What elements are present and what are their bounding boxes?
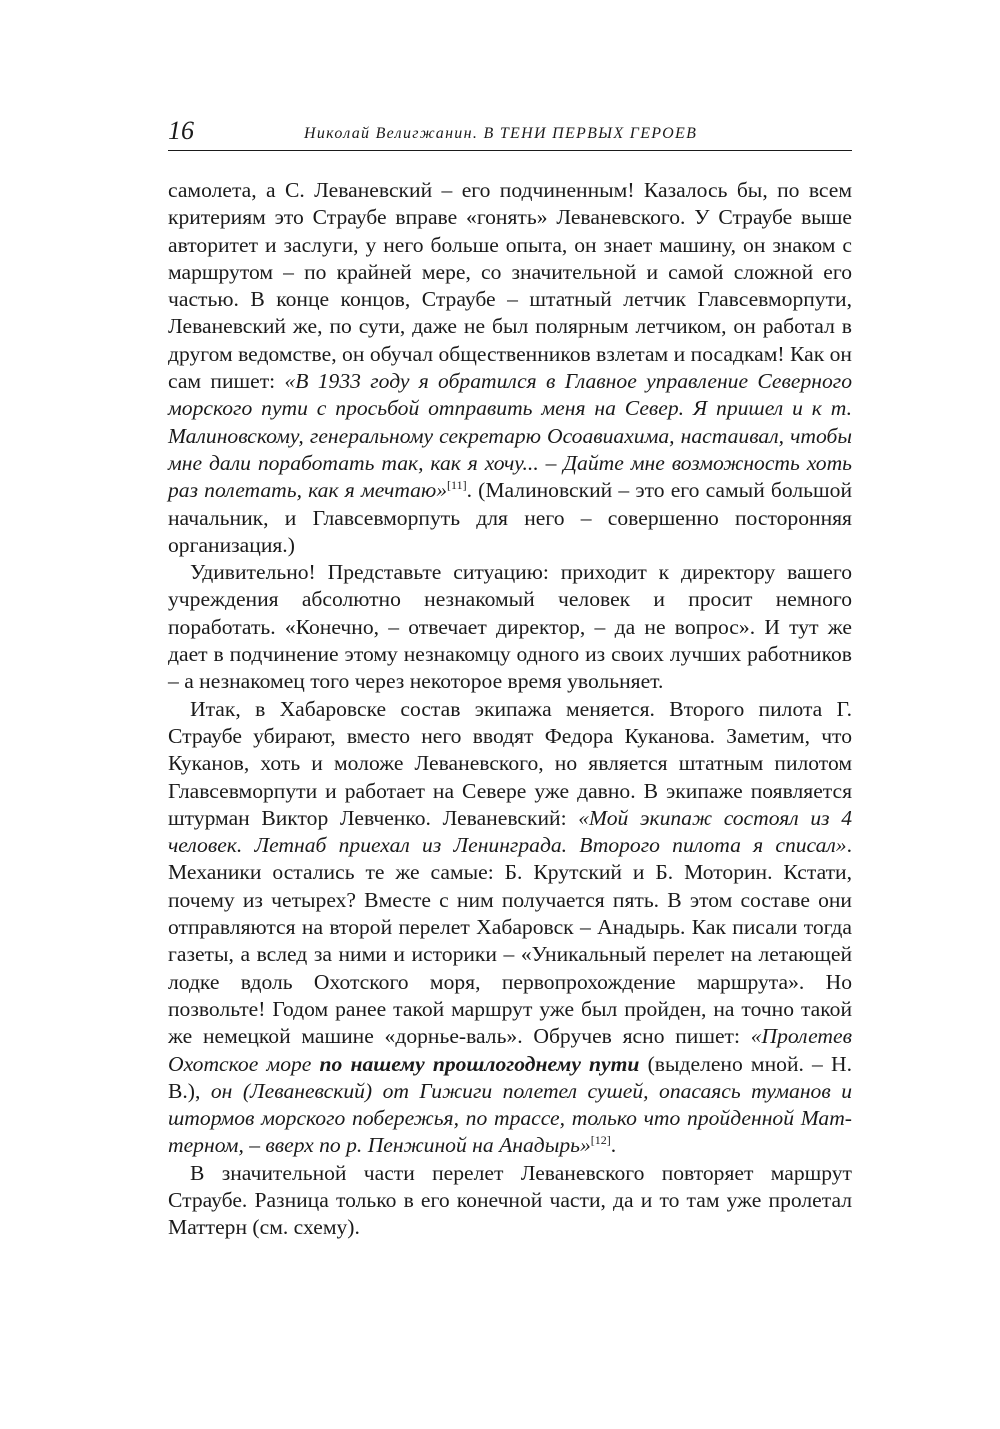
paragraph-2 [168,559,852,695]
citation-12: [12] [590,1133,611,1148]
editor-note: (выделено мной. – Н. В.), [168,1051,852,1103]
paragraph-4 [168,1160,852,1242]
running-head-title: Николай Велигжанин. В ТЕНИ ПЕРВЫХ ГЕРОЕВ [304,125,698,142]
quote-levanevsky-1933: «В 1933 году я обратился в Главное управление Северного морского пути с просьбой отправить меня на Север. Я пришел и к т. Малиновскому, генеральному секретарю Осоавиахима, настаивал, чтобы мне дали поработать так, как я хочу... – Дайте мне возможность хоть раз полетать, как я мечтаю» [168,369,852,503]
paragraph-1 [168,177,852,559]
text-run: . (Малиновский – это его самый большой начальник, и Главсевморпуть для него – совершенно посторонняя организация.) [168,478,853,557]
running-header [168,116,852,151]
text-run: Удивительно! Представьте ситуацию: приходит к директору вашего учреждения абсолютно незнакомый человек и просит немного поработать. «Конечно, – отвечает директор, – да не вопрос». И тут же дает в подчинение этому незнакомцу одного из своих лучших работников – а незнакомец того через некоторое время увольняет. [168,560,852,694]
text-body [168,177,852,1242]
text-run: . [610,1133,617,1158]
page-number: 16 [168,116,194,145]
text-run: . Механики остались те же самые: Б. Крутский и Б. Моторин. Кстати, почему из четырех? Вместе с ним получается пять. В этом составе они отправляются на второй перелет Хабаровск – Анадырь. Как писали тогда газеты, а вслед за ними и историки – «Уникальный перелет на летающей лодке вдоль Охотского моря, первопрохождение маршрута». Но позвольте! Годом ранее такой маршрут уже был пройден, на точно такой же немецкой машине «дорнье-валь». Обручев ясно пишет: [168,833,852,1049]
text-run: Итак, в Хабаровске состав экипажа меняется. Второго пилота Г. Страубе убирают, вместо него вводят Федора Куканова. Заметим, что Куканов, хоть и моложе Леваневского, но является штатным пилотом Главсевморпути и работает на Севере уже давно. В экипаже появляется штурман Виктор Левченко. Леваневский: [168,696,852,830]
quote-obruchev-emphasis: по нашему прошлогоднему пути [319,1051,640,1076]
quote-crew: «Мой экипаж состоял из 4 человек. Летнаб приехал из Ленинграда. Второго пилота я списал» [168,805,852,858]
paragraph-3 [168,696,852,1160]
quote-obruchev-start: «Пролетев Охотское море [168,1024,852,1076]
citation-11: [11] [447,478,467,493]
quote-obruchev-end: он (Леваневский) от Гижиги полетел сушей, опасаясь туманов и штормов морского побережья, по трассе, только что пройденной Маттерном, – вверх по р. Пенжиной на Анадырь» [168,1078,852,1158]
text-run: В значительной части перелет Леваневского повторяет маршрут Страубе. Разница только в его конечной части, да и то там уже пролетал Маттерн (см. схему). [168,1160,852,1240]
text-run: самолета, а С. Леваневский – его подчиненным! Казалось бы, по всем критериям это Страубе вправе «гонять» Леваневского. У Страубе выше авторитет и заслуги, у него больше опыта, он знает машину, он знаком с маршрутом – по крайней мере, со значительной и самой сложной его частью. В конце концов, Страубе – штатный летчик Главсевморпути, Леваневский же, по сути, даже не был полярным летчиком, он работал в другом ведомстве, он обучал общественников взлетам и посадкам! Как он сам пишет: [168,178,852,394]
